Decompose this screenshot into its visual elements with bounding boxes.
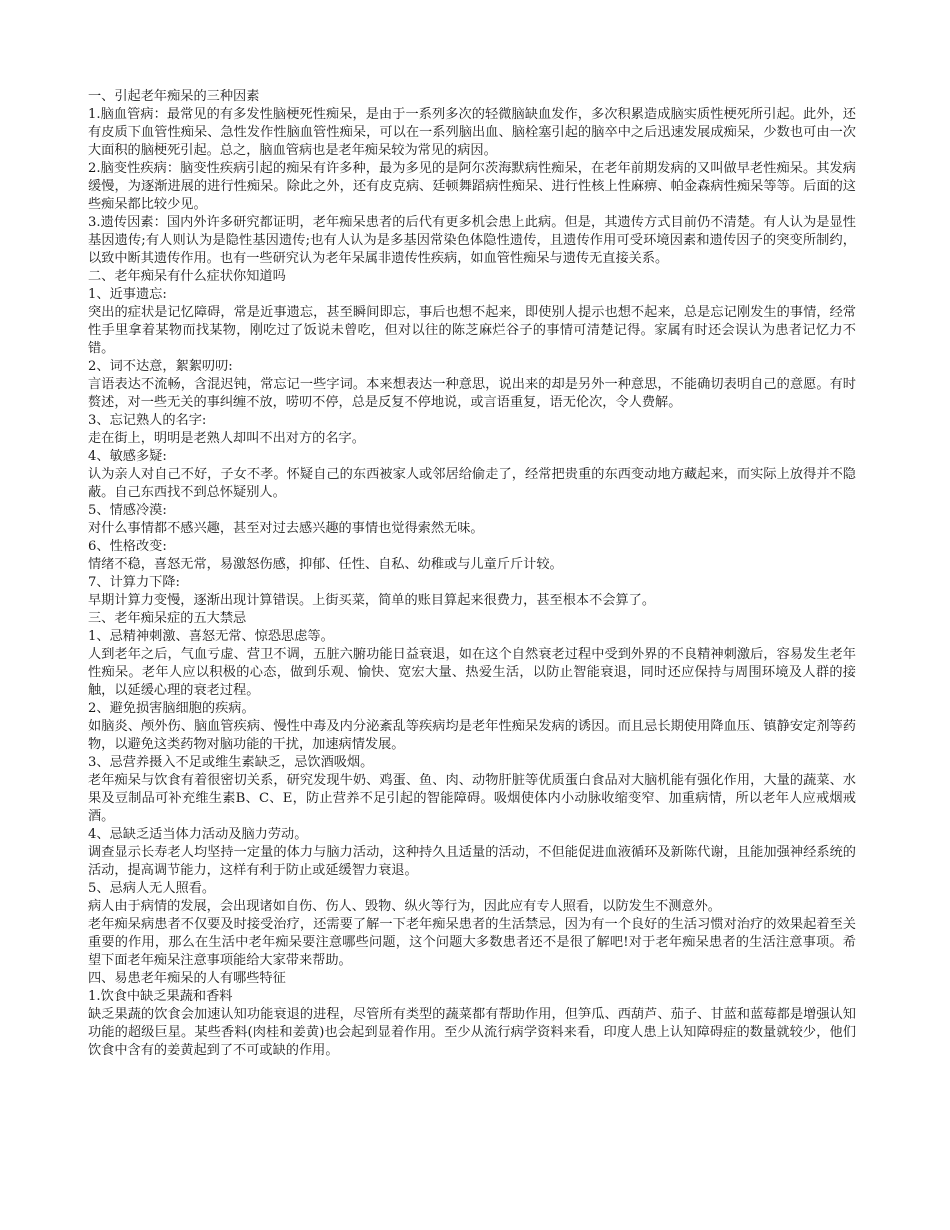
paragraph: 对什么事情都不感兴趣，甚至对过去感兴趣的事情也觉得索然无味。	[88, 521, 484, 536]
paragraph: 2.脑变性疾病：脑变性疾病引起的痴呆有许多种，最为多见的是阿尔茨海默病性痴呆，在老年前期发病的又叫做早老性痴呆。其发病缓慢，为逐渐进展的进行性痴呆。除此之外，还有皮克病、廷顿舞蹈病性痴呆、进行性核上性麻痹、帕金森病性痴呆等等。后面的这些痴呆都比较少见。	[88, 161, 856, 212]
paragraph: 突出的症状是记忆障碍，常是近事遗忘，甚至瞬间即忘，事后也想不起来，即使别人提示也想不起来，总是忘记刚发生的事情，经常性手里拿着某物而找某物，刚吃过了饭说未曾吃，但对以往的陈芝麻烂谷子的事情可清楚记得。家属有时还会误认为患者记忆力不错。	[88, 305, 856, 356]
subheading: 7、计算力下降:	[88, 575, 180, 590]
subheading: 3、忘记熟人的名字:	[88, 413, 207, 428]
paragraph: 老年痴呆与饮食有着很密切关系，研究发现牛奶、鸡蛋、鱼、肉、动物肝脏等优质蛋白食品对大脑机能有强化作用，大量的蔬菜、水果及豆制品可补充维生素B、C、E，防止营养不足引起的智能障碍。吸烟使体内小动脉收缩变窄、加重病情，所以老年人应戒烟戒酒。	[88, 773, 856, 824]
section-heading-4: 四、易患老年痴呆的人有哪些特征	[88, 971, 286, 986]
subheading: 1、忌精神刺激、喜怒无常、惊恐思虑等。	[88, 629, 334, 644]
paragraph: 调查显示长寿老人均坚持一定量的体力与脑力活动，这种持久且适量的活动，不但能促进血液循环及新陈代谢，且能加强神经系统的活动，提高调节能力，这样有利于防止或延缓智力衰退。	[88, 845, 856, 878]
subheading: 3、忌营养摄入不足或维生素缺乏，忌饮酒吸烟。	[88, 755, 374, 770]
subheading: 1.饮食中缺乏果蔬和香料	[88, 989, 233, 1004]
paragraph: 认为亲人对自己不好，子女不孝。怀疑自己的东西被家人或邻居给偷走了，经常把贵重的东西变动地方藏起来，而实际上放得并不隐蔽。自己东西找不到总怀疑别人。	[88, 467, 856, 500]
paragraph: 情绪不稳，喜怒无常，易激怒伤感，抑郁、任性、自私、幼稚或与儿童斤斤计较。	[88, 557, 563, 572]
subheading: 6、性格改变:	[88, 539, 167, 554]
subheading: 2、词不达意，絮絮叨叨:	[88, 359, 233, 374]
subheading: 4、敏感多疑:	[88, 449, 167, 464]
paragraph: 1.脑血管病：最常见的有多发性脑梗死性痴呆，是由于一系列多次的轻微脑缺血发作，多次积累造成脑实质性梗死所引起。此外，还有皮质下血管性痴呆、急性发作性脑血管性痴呆，可以在一系列脑出血、脑栓塞引起的脑卒中之后迅速发展成痴呆，少数也可由一次大面积的脑梗死引起。总之，脑血管病也是老年痴呆较为常见的病因。	[88, 107, 856, 158]
paragraph: 缺乏果蔬的饮食会加速认知功能衰退的进程，尽管所有类型的蔬菜都有帮助作用，但笋瓜、西葫芦、茄子、甘蓝和蓝莓都是增强认知功能的超级巨星。某些香料(肉桂和姜黄)也会起到显着作用。至少从流行病学资料来看，印度人患上认知障碍症的数量就较少，他们饮食中含有的姜黄起到了不可或缺的作用。	[88, 1007, 856, 1058]
subheading: 2、避免损害脑细胞的疾病。	[88, 701, 255, 716]
section-heading-2: 二、老年痴呆有什么症状你知道吗	[88, 269, 286, 284]
paragraph: 3.遗传因素：国内外许多研究都证明，老年痴呆患者的后代有更多机会患上此病。但是，其遗传方式目前仍不清楚。有人认为是显性基因遗传;有人则认为是隐性基因遗传;也有人认为是多基因常染色体隐性遗传，且遗传作用可受环境因素和遗传因子的突变所制约，以致中断其遗传作用。也有一些研究认为老年呆属非遗传性疾病，如血管性痴呆与遗传无直接关系。	[88, 215, 856, 266]
subheading: 5、情感冷漠:	[88, 503, 167, 518]
paragraph: 言语表达不流畅，含混迟钝，常忘记一些字词。本来想表达一种意思，说出来的却是另外一种意思，不能确切表明自己的意愿。有时赘述，对一些无关的事纠缠不放，唠叨不停，总是反复不停地说，或言语重复，语无伦次，令人费解。	[88, 377, 856, 410]
document-page	[88, 88, 856, 1060]
section-heading-3: 三、老年痴呆症的五大禁忌	[88, 611, 247, 626]
paragraph: 病人由于病情的发展，会出现诸如自伤、伤人、毁物、纵火等行为，因此应有专人照看，以防发生不测意外。	[88, 899, 721, 914]
paragraph: 如脑炎、颅外伤、脑血管疾病、慢性中毒及内分泌紊乱等疾病均是老年性痴呆发病的诱因。而且忌长期使用降血压、镇静安定剂等药物，以避免这类药物对脑功能的干扰，加速病情发展。	[88, 719, 856, 752]
section-heading-1: 一、引起老年痴呆的三种因素	[88, 89, 260, 104]
paragraph: 走在街上，明明是老熟人却叫不出对方的名字。	[88, 431, 365, 446]
paragraph: 老年痴呆病患者不仅要及时接受治疗，还需要了解一下老年痴呆患者的生活禁忌，因为有一个良好的生活习惯对治疗的效果起着至关重要的作用，那么在生活中老年痴呆要注意哪些问题，这个问题大多数患者还不是很了解吧!对于老年痴呆患者的生活注意事项。希望下面老年痴呆注意事项能给大家带来帮助。	[88, 917, 856, 968]
paragraph: 人到老年之后，气血亏虚、营卫不调，五脏六腑功能日益衰退，如在这个自然衰老过程中受到外界的不良精神刺激后，容易发生老年性痴呆。老年人应以积极的心态，做到乐观、愉快、宽宏大量、热爱生活，以防止智能衰退，同时还应保持与周围环境及人群的接触，以延缓心理的衰老过程。	[88, 647, 856, 698]
subheading: 1、近事遗忘:	[88, 287, 167, 302]
subheading: 5、忌病人无人照看。	[88, 881, 216, 896]
paragraph: 早期计算力变慢，逐渐出现计算错误。上街买菜，简单的账目算起来很费力，甚至根本不会算了。	[88, 593, 656, 608]
subheading: 4、忌缺乏适当体力活动及脑力劳动。	[88, 827, 308, 842]
